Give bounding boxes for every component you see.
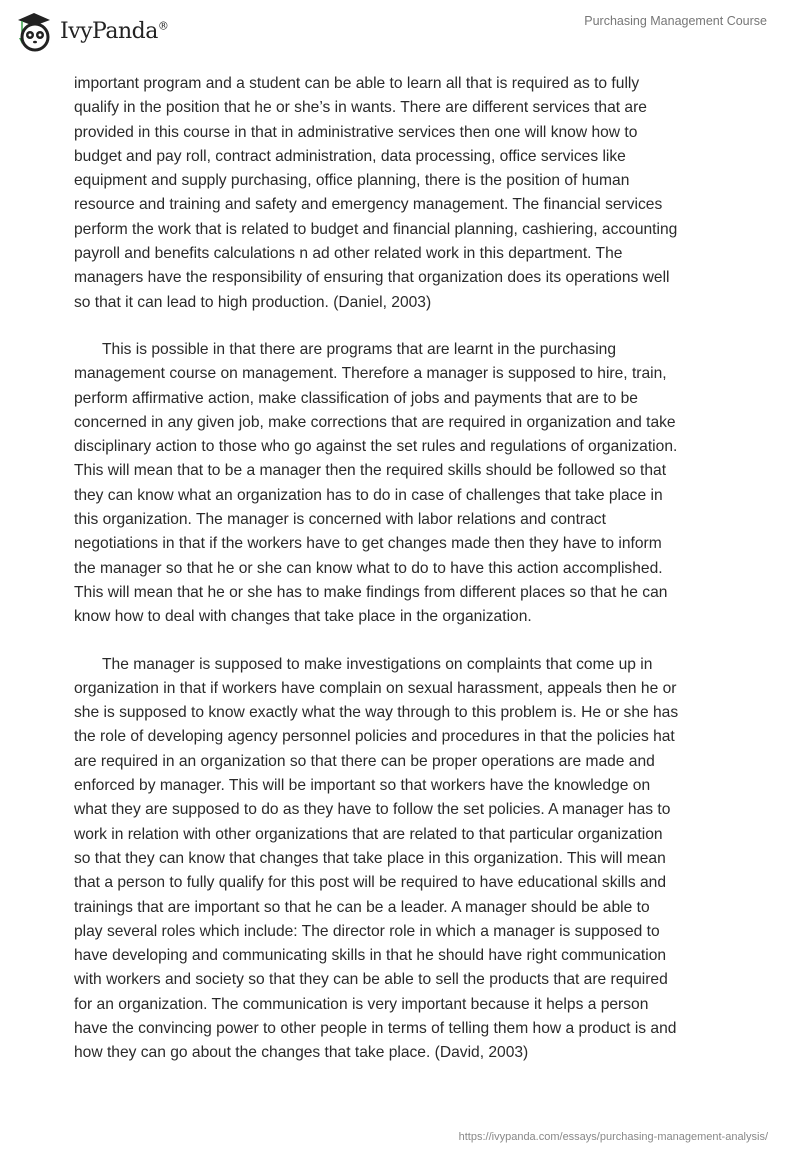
text-line: resource and training and safety and emergency management. The financial services bbox=[74, 196, 663, 214]
text-line: enforced by manager. This will be important so that workers have the knowledge on bbox=[74, 777, 651, 795]
text-line: this organization. The manager is concerned with labor relations and contract bbox=[74, 511, 606, 529]
text-line: have developing and communicating skills in that he should have right communication bbox=[74, 947, 667, 965]
text-line: This is possible in that there are programs that are learnt in the purchasing bbox=[102, 340, 616, 358]
text-line: payroll and benefits calculations n ad other related work in this department. The bbox=[74, 245, 623, 263]
text-line: equipment and supply purchasing, office planning, there is the position of human bbox=[74, 172, 630, 190]
text-line: important program and a student can be able to learn all that is required as to fully bbox=[74, 75, 640, 92]
text-line: they can know what an organization has to do in case of challenges that take place in bbox=[74, 486, 663, 504]
text-line: so that they can know that changes that take place in this organization. This will mean bbox=[74, 849, 666, 867]
header bbox=[0, 0, 800, 60]
paragraph bbox=[74, 338, 754, 630]
paragraph bbox=[74, 653, 754, 1066]
text-line: are required in an organization so that there can be proper operations are made and bbox=[74, 752, 655, 770]
text-line: she is supposed to know exactly what the way through to this problem is. He or she has bbox=[74, 704, 679, 722]
text-line: managers have the responsibility of ensuring that organization does its operations well bbox=[74, 269, 670, 287]
text-line: that a person to fully qualify for this post will be required to have educational skills and bbox=[74, 874, 667, 892]
registered-mark: ® bbox=[157, 19, 169, 33]
text-line: qualify in the position that he or she’s in wants. There are different services that are bbox=[74, 99, 647, 117]
text-line: play several roles which include: The director role in which a manager is supposed to bbox=[74, 922, 660, 940]
text-line: negotiations in that if the workers have to get changes made then they have to inform bbox=[74, 535, 662, 553]
text-line: the manager so that he or she can know what to do to have this action accomplished. bbox=[74, 559, 663, 577]
text-line: perform affirmative action, make classification of jobs and payments that are to be bbox=[74, 389, 638, 407]
text-line: management course on management. Therefore a manager is supposed to hire, train, bbox=[74, 365, 667, 383]
text-line: This will mean that to be a manager then the required skills should be followed so that bbox=[74, 462, 667, 480]
paragraph bbox=[74, 72, 754, 315]
logo-text bbox=[60, 19, 168, 44]
panda-logo-icon bbox=[14, 10, 54, 52]
text-line: so that it can lead to high production. (Daniel, 2003) bbox=[74, 293, 432, 311]
text-line: The manager is supposed to make investigations on complaints that come up in bbox=[102, 655, 653, 673]
text-line: organization in that if workers have complain on sexual harassment, appeals then he or bbox=[74, 679, 677, 697]
text-line: what they are supposed to do as they have to follow the set policies. A manager has to bbox=[74, 801, 671, 819]
text-line: with workers and society so that they can be able to sell the products that are required bbox=[74, 971, 668, 989]
text-line: budget and pay roll, contract administration, data processing, office services like bbox=[74, 147, 626, 165]
text-line: for an organization. The communication is very important because it helps a person bbox=[74, 995, 649, 1013]
essay-body bbox=[74, 72, 754, 1089]
text-line: concerned in any given job, make corrections that are required in organization and take bbox=[74, 413, 676, 431]
document-title: Purchasing Management Course bbox=[584, 14, 767, 28]
logo-wordmark: IvyPanda bbox=[60, 18, 158, 44]
text-line: how they can go about the changes that take place. (David, 2003) bbox=[74, 1044, 529, 1062]
text-line: have the convincing power to other people in terms of telling them how a product is and bbox=[74, 1019, 677, 1037]
text-line: know how to deal with changes that take place in the organization. bbox=[74, 608, 532, 626]
text-line: work in relation with other organizations that are related to that particular organization bbox=[74, 825, 663, 843]
text-line: provided in this course in that in administrative services then one will know how to bbox=[74, 123, 638, 141]
text-line: trainings that are important so that he can be a leader. A manager should be able to bbox=[74, 898, 650, 916]
text-line: disciplinary action to those who go against the set rules and regulations of organization. bbox=[74, 438, 678, 456]
logo[interactable] bbox=[14, 10, 168, 52]
text-line: the role of developing agency personnel policies and procedures in that the policies hat bbox=[74, 728, 675, 746]
text-line: perform the work that is related to budget and financial planning, cashiering, accounting bbox=[74, 220, 678, 238]
text-line: This will mean that he or she has to make findings from different places so that he can bbox=[74, 583, 668, 601]
source-url[interactable]: https://ivypanda.com/essays/purchasing-management-analysis/ bbox=[458, 1131, 768, 1143]
